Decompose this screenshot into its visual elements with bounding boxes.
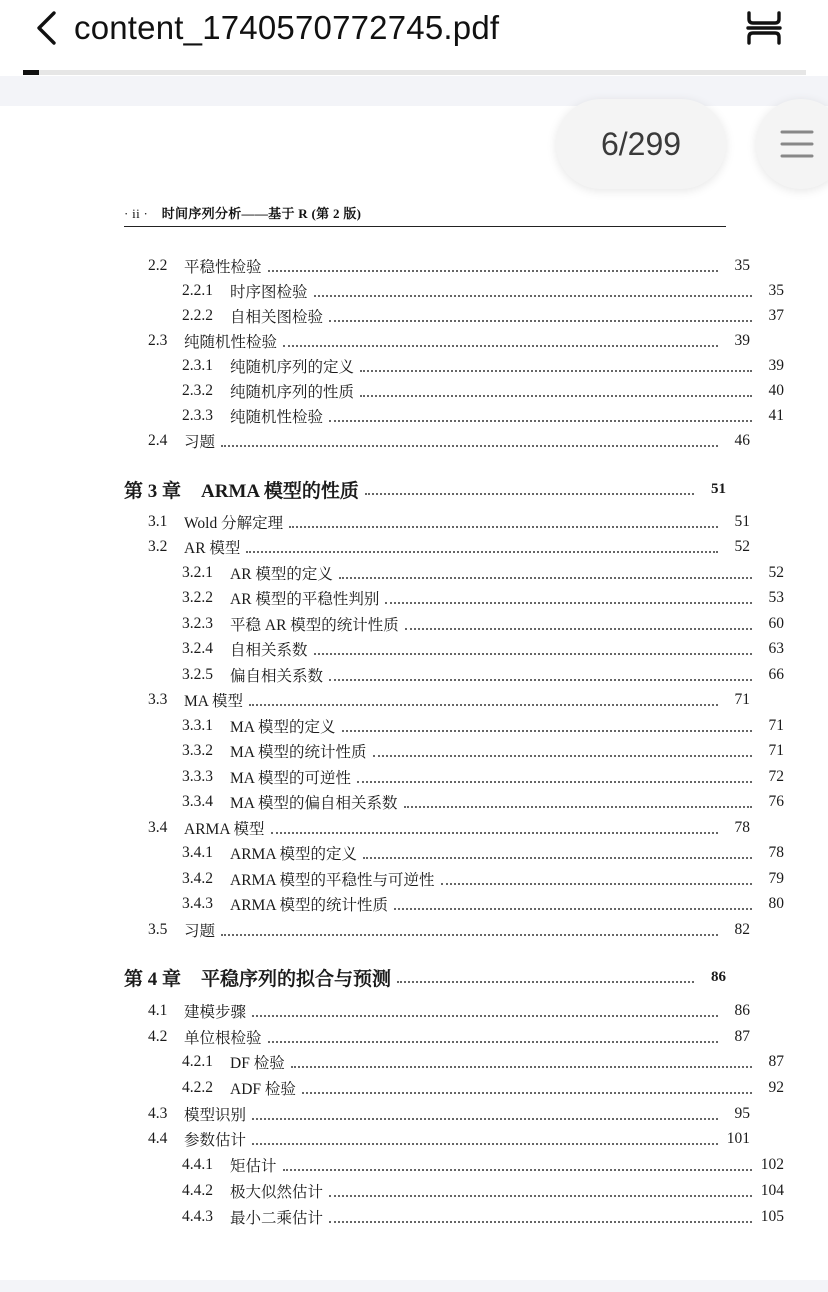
toc-dot-leader [404,802,753,808]
reading-mode-button[interactable] [740,8,788,48]
toc-entry-title: ARMA 模型 [184,821,265,838]
toc-entry-title: 偏自相关系数 [230,668,324,685]
top-app-bar [0,0,828,76]
toc-entry-page: 76 [768,793,784,810]
toc-entry-title: 自相关图检验 [230,309,324,326]
toc-dot-leader [252,1011,718,1017]
pdf-viewer[interactable] [0,76,828,1292]
toc-entry-number: 4.4.3 [182,1208,213,1225]
toc-dot-leader [329,1191,752,1197]
toc-dot-leader [221,930,718,936]
toc-dot-leader [360,391,752,397]
toc-entry-number: 4.2.2 [182,1079,213,1096]
file-title: content_1740570772745.pdf [74,9,500,46]
toc-entry-page: 82 [734,921,750,938]
toc-entry-page: 86 [711,968,726,985]
reading-progress-fill [23,70,39,75]
toc-entry-page: 79 [768,870,784,887]
toc-entry-title: ADF 检验 [230,1081,296,1098]
pdf-page [0,106,828,1280]
running-head-page: · ii · [124,206,149,221]
toc-entry-title: 平稳性检验 [184,259,262,276]
toc-entry-page: 71 [734,691,750,708]
reading-progress-bar [23,70,806,75]
running-head [124,203,726,223]
toc-entry[interactable] [124,1050,784,1074]
toc-entry[interactable] [124,429,750,453]
toc-chapter-entry[interactable] [124,962,726,992]
toc-entry[interactable] [124,1025,750,1049]
toc-entry-number: 3.2.3 [182,615,213,632]
toc-dot-leader [221,441,718,447]
toc-entry-page: 39 [768,357,784,374]
toc-entry-page: 63 [768,640,784,657]
toc-entry[interactable] [124,254,750,278]
toc-entry-page: 87 [768,1053,784,1070]
toc-dot-leader [441,879,752,885]
toc-entry-page: 40 [768,382,784,399]
toc-dot-leader [246,547,718,553]
toc-entry-title: MA 模型的统计性质 [230,744,367,761]
toc-dot-leader [302,1088,752,1094]
toc-entry-title: ARMA 模型的统计性质 [230,897,389,914]
toc-entry-page: 78 [734,819,750,836]
toc-entry[interactable] [124,765,784,789]
toc-entry[interactable] [124,663,784,687]
toc-entry-title: MA 模型的定义 [230,719,336,736]
toc-entry-title: MA 模型的可逆性 [230,770,351,787]
toc-entry-number: 2.2.2 [182,307,213,324]
toc-entry-page: 66 [768,666,784,683]
toc-entry[interactable] [124,510,750,534]
toc-dot-leader [268,1037,718,1043]
toc-entry-page: 53 [768,589,784,606]
toc-entry[interactable] [124,279,784,303]
toc-dot-leader [283,1165,752,1171]
toc-entry-number: 2.3.1 [182,357,213,374]
toc-entry[interactable] [124,304,784,328]
toc-dot-leader [329,675,752,681]
toc-entry-number: 3.1 [148,513,168,530]
toc-entry-title: 矩估计 [230,1158,277,1175]
toc-dot-leader [365,489,694,495]
toc-dot-leader [252,1139,718,1145]
toc-entry-number: 4.2 [148,1028,168,1045]
toc-entry-title: 习题 [184,434,216,451]
toc-entry-number: 3.5 [148,921,168,938]
toc-dot-leader [283,341,718,347]
toc-entry-number: 3.2.1 [182,564,213,581]
toc-entry-title: AR 模型的平稳性判别 [230,591,380,608]
toc-entry[interactable] [124,329,750,353]
toc-entry-number: 4.2.1 [182,1053,213,1070]
toc-entry-number: 3.2.2 [182,589,213,606]
toc-entry[interactable] [124,379,784,403]
toc-dot-leader [314,291,752,297]
toc-dot-leader [363,853,752,859]
toc-entry[interactable] [124,841,784,865]
toc-entry-title: MA 模型 [184,693,243,710]
toc-dot-leader [329,1217,752,1223]
toc-entry-number: 3.3.3 [182,768,213,785]
toc-dot-leader [249,700,718,706]
toc-entry[interactable] [124,586,784,610]
toc-entry-number: 2.3 [148,332,168,349]
toc-entry-title: 最小二乘估计 [230,1210,324,1227]
toc-entry-number: 第 3 章 [124,480,182,502]
toc-dot-leader [373,751,753,757]
chevron-left-icon [35,10,57,46]
toc-entry[interactable] [124,714,784,738]
toc-entry-page: 52 [768,564,784,581]
toc-dot-leader [271,828,718,834]
toc-entry-page: 87 [734,1028,750,1045]
toc-entry-number: 4.4.1 [182,1156,213,1173]
toc-entry-page: 71 [768,717,784,734]
toc-dot-leader [385,598,752,604]
toc-entry-page: 41 [768,407,784,424]
toc-entry-page: 35 [768,282,784,299]
toc-entry-number: 2.2 [148,257,168,274]
toc-entry-number: 4.4.2 [182,1182,213,1199]
toc-entry-title: 模型识别 [184,1107,247,1124]
toc-dot-leader [360,366,752,372]
toc-entry-title: 纯随机性检验 [230,409,324,426]
toc-entry-number: 3.3.2 [182,742,213,759]
toc-dot-leader [252,1114,718,1120]
toc-entry-page: 102 [760,1156,784,1173]
toc-entry-title: ARMA 模型的定义 [230,846,358,863]
toc-entry[interactable] [124,404,784,428]
toc-entry-number: 4.1 [148,1002,168,1019]
toc-entry-title: 时序图检验 [230,284,308,301]
toc-dot-leader [329,316,752,322]
toc-dot-leader [405,624,752,630]
toc-entry[interactable] [124,612,784,636]
toc-entry-number: 3.3.1 [182,717,213,734]
header-rule [124,226,726,227]
toc-dot-leader [329,416,752,422]
toc-entry-page: 72 [768,768,784,785]
toc-entry-title: AR 模型 [184,540,241,557]
hamburger-menu-icon [780,129,814,159]
toc-entry[interactable] [124,1153,784,1177]
toc-entry-page: 95 [734,1105,750,1122]
toc-entry-title: ARMA 模型的平稳性与可逆性 [230,872,435,889]
toc-entry-title: 纯随机序列的性质 [230,384,355,401]
toc-entry[interactable] [124,1205,784,1229]
toc-entry[interactable] [124,816,750,840]
toc-entry-page: 80 [768,895,784,912]
toc-entry-page: 39 [734,332,750,349]
toc-entry[interactable] [124,1127,750,1151]
toc-entry-page: 101 [726,1130,750,1147]
toc-entry-page: 52 [734,538,750,555]
toc-entry-number: 2.3.3 [182,407,213,424]
toc-entry-number: 3.4.3 [182,895,213,912]
toc-entry-number: 3.2.4 [182,640,213,657]
toc-entry-number: 4.3 [148,1105,168,1122]
toc-entry-number: 3.4.1 [182,844,213,861]
toc-entry-page: 46 [734,432,750,449]
toc-entry[interactable] [124,892,784,916]
page-indicator[interactable]: 6/299 [556,99,726,189]
toc-entry-title: 习题 [184,923,216,940]
toc-dot-leader [357,777,752,783]
back-button[interactable] [28,8,64,48]
toc-entry[interactable] [124,637,784,661]
toc-entry[interactable] [124,790,784,814]
toc-dot-leader [314,649,752,655]
toc-entry-number: 2.3.2 [182,382,213,399]
toc-entry-title: ARMA 模型的性质 [201,480,359,502]
toc-entry-page: 51 [711,480,726,497]
toc-dot-leader [342,726,753,732]
toc-entry-title: AR 模型的定义 [230,566,333,583]
toc-entry-number: 第 4 章 [124,968,182,990]
toc-entry-number: 4.4 [148,1130,168,1147]
toc-entry-title: 纯随机性检验 [184,334,278,351]
toc-entry-number: 3.4.2 [182,870,213,887]
running-head-title: 时间序列分析——基于 R (第 2 版) [161,206,362,221]
toc-dot-leader [397,977,694,983]
toc-entry-page: 35 [734,257,750,274]
toc-entry[interactable] [124,999,750,1023]
toc-entry-title: 极大似然估计 [230,1184,324,1201]
toc-entry-title: 参数估计 [184,1132,247,1149]
toc-entry-page: 105 [760,1208,784,1225]
toc-entry-page: 71 [768,742,784,759]
toc-entry-title: 纯随机序列的定义 [230,359,355,376]
toc-entry-number: 3.2.5 [182,666,213,683]
toc-entry-page: 51 [734,513,750,530]
toc-entry-title: Wold 分解定理 [184,515,284,532]
toc-entry[interactable] [124,1179,784,1203]
toc-entry-number: 2.2.1 [182,282,213,299]
toc-entry-title: 自相关系数 [230,642,308,659]
toc-entry[interactable] [124,739,784,763]
toc-entry[interactable] [124,688,750,712]
toc-dot-leader [268,266,718,272]
toc-entry-title: 平稳 AR 模型的统计性质 [230,617,399,634]
toc-dot-leader [394,904,752,910]
toc-dot-leader [291,1062,752,1068]
toc-entry[interactable] [124,535,750,559]
toc-dot-leader [289,522,718,528]
toc-entry-title: 平稳序列的拟合与预测 [201,968,392,990]
toc-entry-number: 3.3 [148,691,168,708]
toc-entry-title: DF 检验 [230,1055,285,1072]
toc-entry-number: 2.4 [148,432,168,449]
toc-dot-leader [339,573,752,579]
toc-entry[interactable] [124,918,750,942]
toc-entry-title: 单位根检验 [184,1030,262,1047]
toc-entry-title: MA 模型的偏自相关系数 [230,795,398,812]
toc-entry-number: 3.4 [148,819,168,836]
toc-chapter-entry[interactable] [124,474,726,504]
toc-entry-page: 60 [768,615,784,632]
toc-entry-page: 86 [734,1002,750,1019]
toc-entry[interactable] [124,867,784,891]
page-spread-icon [744,10,784,46]
toc-entry-page: 37 [768,307,784,324]
toc-entry[interactable] [124,1076,784,1100]
toc-entry-title: 建模步骤 [184,1004,247,1021]
toc-entry-page: 104 [760,1182,784,1199]
toc-entry-number: 3.2 [148,538,168,555]
toc-entry[interactable] [124,561,784,585]
toc-entry-page: 92 [768,1079,784,1096]
toc-entry-number: 3.3.4 [182,793,213,810]
toc-entry-page: 78 [768,844,784,861]
toc-entry[interactable] [124,1102,750,1126]
toc-entry[interactable] [124,354,784,378]
